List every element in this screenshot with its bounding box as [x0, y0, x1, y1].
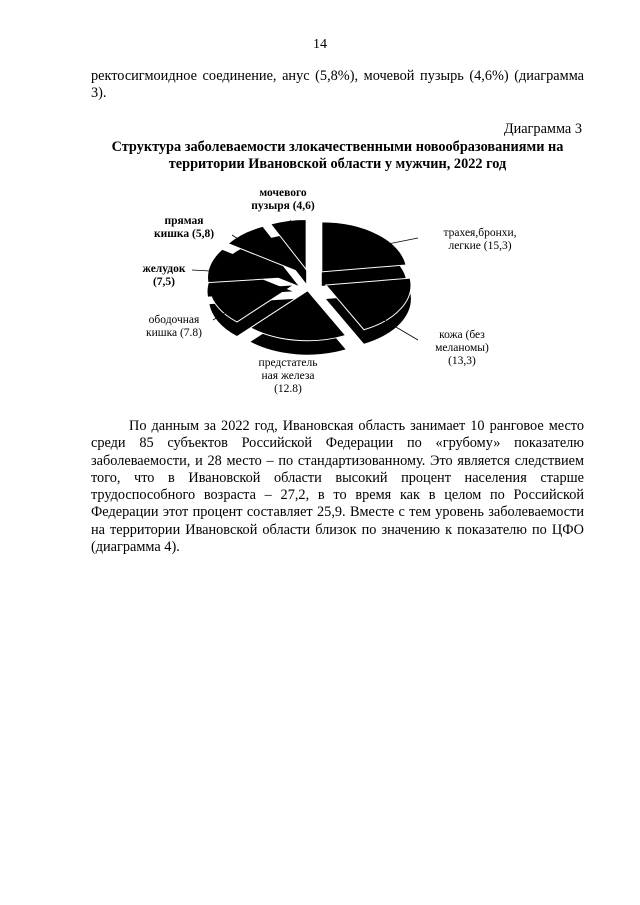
- label-colon-line1: ободочная: [148, 314, 200, 326]
- label-bladder-line1: мочевого: [259, 187, 307, 199]
- label-bladder-line2: пузыря (4,6): [251, 200, 315, 212]
- body-paragraph: По данным за 2022 год, Ивановская область занимает 10 ранговое место среди 85 субъектов Российской Федерации по «грубому» показателю заболеваемости, и 28 место – по стандартизованному. Это является следствием того, что в Ивановской области высокий процент населения старше трудоспособного возраста – 27,2, в то время как в целом по Российской Федерации этот процент составляет 25,9. Вместе с тем уровень заболеваемости на территории Ивановской области близок по значению к показателю по ЦФО (диаграмма 4).: [91, 418, 584, 556]
- diagram-caption: Диаграмма 3: [503, 121, 582, 137]
- label-bladder: [240, 187, 326, 213]
- label-stomach: [134, 263, 194, 289]
- label-rectum: [144, 215, 224, 241]
- pie-slice-top-0: [322, 222, 406, 272]
- label-trachea: [420, 227, 540, 253]
- label-prostate-line2: ная железа: [261, 370, 315, 382]
- label-skin-line2: меланомы): [435, 342, 489, 354]
- label-trachea-line2: легкие (15,3): [448, 240, 512, 252]
- diagram-title: Структура заболеваемости злокачественными новообразованиями на территории Ивановской области у мужчин, 2022 год: [111, 139, 564, 172]
- label-stomach-line2: (7,5): [152, 276, 176, 288]
- label-skin-line1: кожа (без: [439, 329, 485, 341]
- label-rectum-line2: кишка (5,8): [153, 228, 215, 240]
- label-rectum-line1: прямая: [164, 215, 204, 227]
- pie-chart: [100, 180, 560, 410]
- pie-slice-0: [322, 222, 406, 286]
- label-prostate: [248, 357, 328, 396]
- intro-paragraph: ректосигмоидное соединение, анус (5,8%), мочевой пузырь (4,6%) (диаграмма 3).: [91, 68, 584, 102]
- label-skin-line3: (13,3): [448, 355, 476, 367]
- label-colon: [134, 314, 214, 340]
- label-colon-line2: кишка (7.8): [145, 327, 203, 339]
- label-prostate-line1: предстатель: [258, 357, 318, 369]
- label-trachea-line1: трахея,бронхи,: [443, 227, 517, 239]
- label-stomach-line1: желудок: [142, 263, 186, 275]
- label-prostate-line3: (12.8): [274, 383, 302, 395]
- page-number: 14: [313, 37, 327, 52]
- label-skin: [422, 329, 502, 368]
